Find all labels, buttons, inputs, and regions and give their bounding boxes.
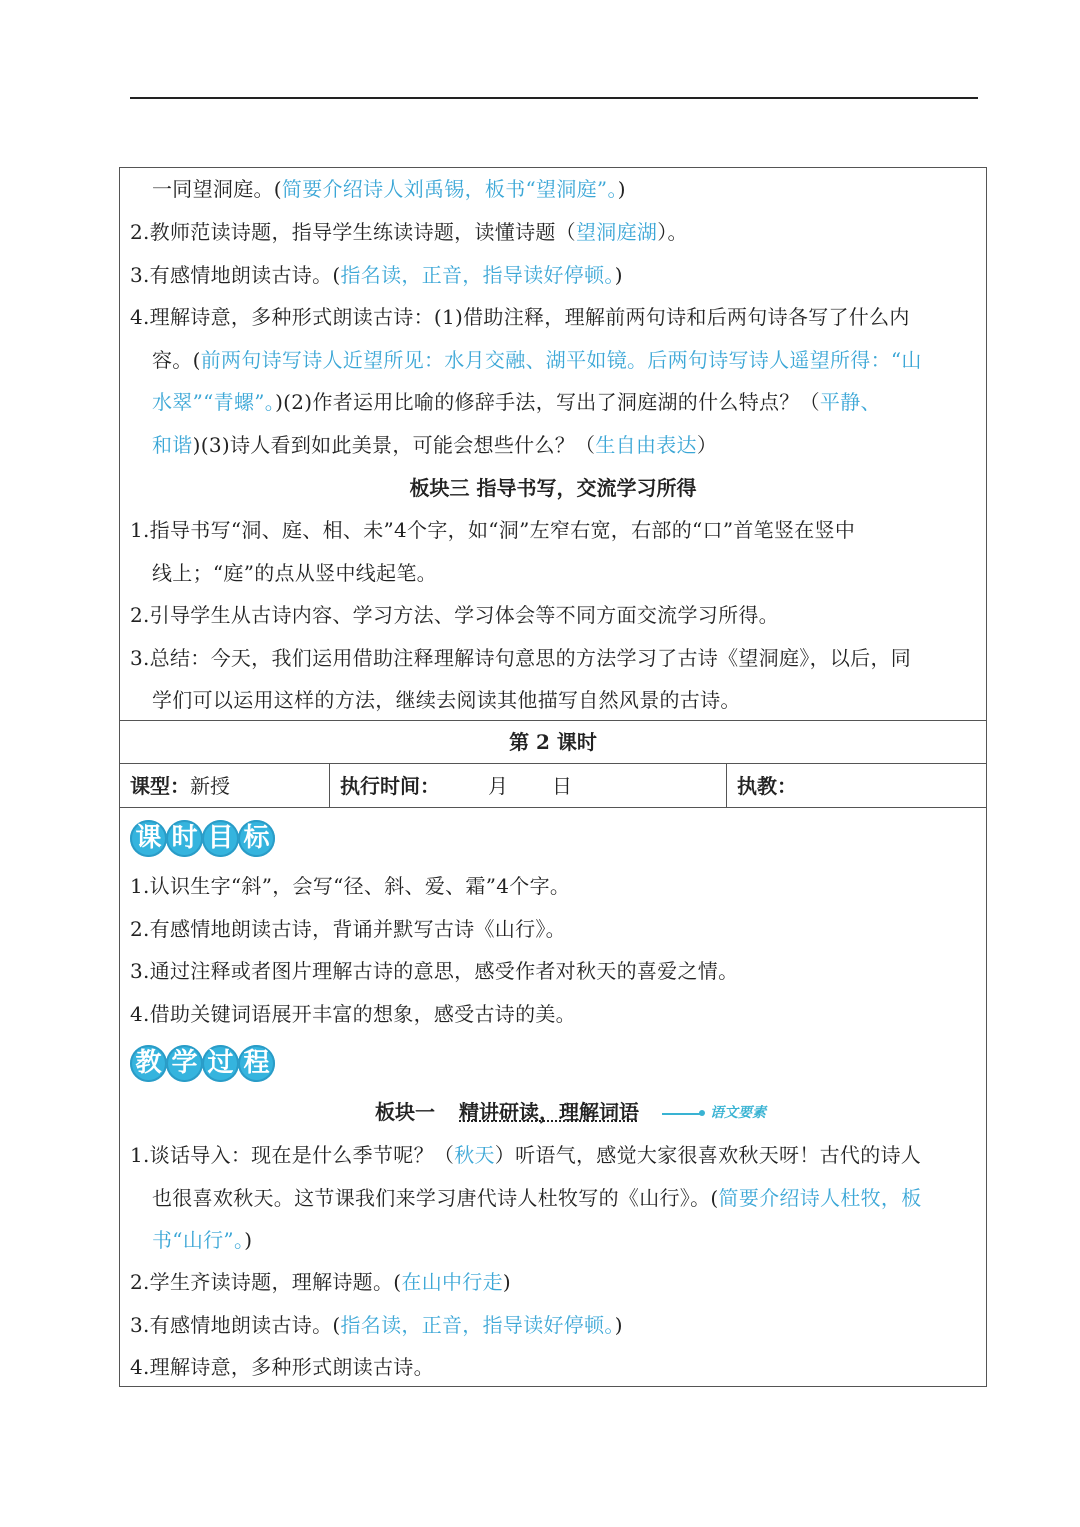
header-rule [130,97,978,99]
process-line: 1.谈话导入：现在是什么季节呢？（秋天）听语气，感觉大家很喜欢秋天呀！古代的诗人 [130,1143,922,1167]
lesson-2-body [120,808,986,1386]
objective-item: 1.认识生字“斜”，会写“径、斜、爱、霜”4个字。 [130,874,571,898]
section-1-title: 板块一 精讲研读，理解词语 [375,1100,639,1124]
text-line: 3.总结：今天，我们运用借助注释理解诗句意思的方法学习了古诗《望洞庭》，以后，同 [130,646,912,670]
text-line: 学们可以运用这样的方法，继续去阅读其他描写自然风景的古诗。 [152,688,741,712]
text-line: 3.有感情地朗读古诗。(指名读，正音，指导读好停顿。) [130,263,623,287]
badge-char: 教 [130,1045,167,1082]
process-line: 3.有感情地朗读古诗。(指名读，正音，指导读好停顿。) [130,1313,623,1337]
lesson-type-cell: 课型：新授 [120,764,330,808]
execution-time-cell: 执行时间： 月 日 [330,764,727,808]
teacher-cell: 执教： [737,774,797,798]
badge-char: 程 [238,1045,275,1082]
badge-char: 标 [238,820,275,857]
lesson-heading: 第 2 课时 [120,721,986,764]
text-line: 4.理解诗意，多种形式朗读古诗：(1)借助注释，理解前两句诗和后两句诗各写了什么内 [130,305,910,329]
section-3-title: 板块三 指导书写，交流学习所得 [409,476,697,500]
process-badge [130,1045,274,1082]
lesson-plan-table [119,167,987,1387]
objective-item: 3.通过注释或者图片理解古诗的意思，感受作者对秋天的喜爱之情。 [130,959,739,983]
text-line: 一同望洞庭。(简要介绍诗人刘禹锡，板书“望洞庭”。) [152,177,626,201]
tag-arrow-dot [699,1110,705,1116]
literacy-tag: 语文要素 [710,1105,766,1121]
badge-char: 目 [202,820,239,857]
text-line: 水翠”“青螺”。)(2)作者运用比喻的修辞手法，写出了洞庭湖的什么特点？（平静、 [152,390,881,414]
text-line: 容。(前两句诗写诗人近望所见：水月交融、湖平如镜。后两句诗写诗人遥望所得：“山 [152,348,922,372]
process-line: 也很喜欢秋天。这节课我们来学习唐代诗人杜牧写的《山行》。(简要介绍诗人杜牧，板 [152,1186,922,1210]
text-line: 和谐)(3)诗人看到如此美景，可能会想些什么？（生自由表达） [152,433,718,457]
text-line: 2.教师范读诗题，指导学生练读诗题，读懂诗题（望洞庭湖）。 [130,220,688,244]
lesson-1-continued [120,168,986,721]
text-line: 线上；“庭”的点从竖中线起笔。 [152,561,437,585]
tag-arrow-line [662,1113,702,1115]
badge-char: 课 [130,820,167,857]
process-line: 2.学生齐读诗题，理解诗题。(在山中行走) [130,1270,511,1294]
objectives-badge [130,820,274,857]
lesson-info-row [120,764,986,808]
badge-char: 时 [166,820,203,857]
objective-item: 2.有感情地朗读古诗，背诵并默写古诗《山行》。 [130,917,566,941]
process-line: 4.理解诗意，多种形式朗读古诗。 [130,1355,434,1379]
badge-char: 过 [202,1045,239,1082]
process-line: 书“山行”。) [152,1228,253,1252]
badge-char: 学 [166,1045,203,1082]
objective-item: 4.借助关键词语展开丰富的想象，感受古诗的美。 [130,1002,576,1026]
text-line: 1.指导书写“洞、庭、相、未”4个字，如“洞”左窄右宽，右部的“口”首笔竖在竖中 [130,518,856,542]
text-line: 2.引导学生从古诗内容、学习方法、学习体会等不同方面交流学习所得。 [130,603,779,627]
